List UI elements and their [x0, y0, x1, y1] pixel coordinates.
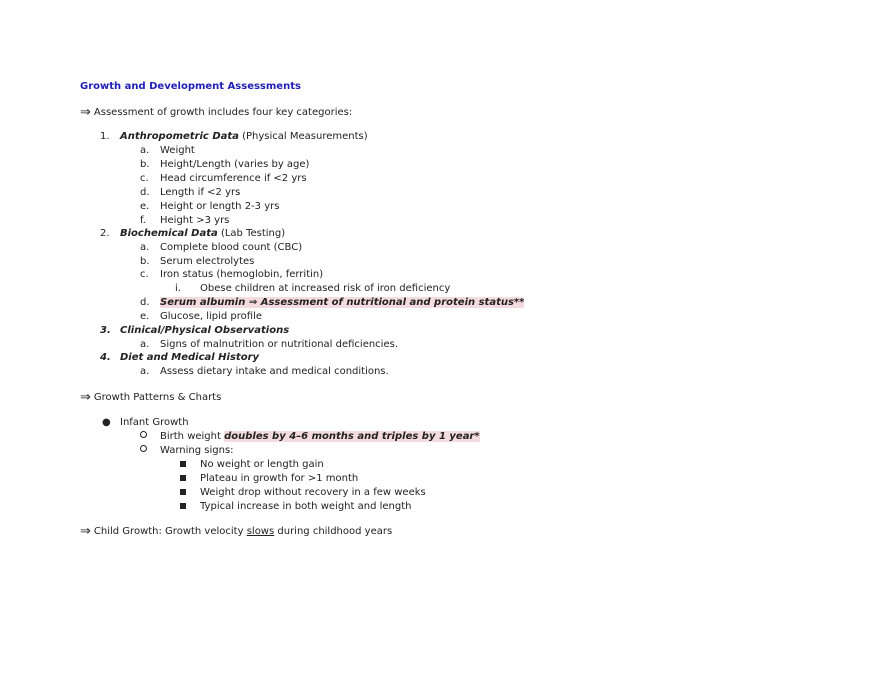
list-item: Obese children at increased risk of iron deficiency [200, 283, 451, 294]
child-growth-prefix: Child Growth: Growth velocity [93, 526, 247, 537]
bullet-icon: ● [102, 417, 111, 428]
list-item-marker: e. [140, 311, 150, 322]
category-name: Biochemical Data [120, 228, 218, 239]
intro-text: Assessment of growth includes four key categories: [93, 107, 353, 118]
page-title: Growth and Development Assessments [80, 81, 301, 92]
list-item-marker: c. [140, 173, 149, 184]
warning-item: Typical increase in both weight and length [200, 501, 412, 512]
child-growth-underlined: slows [246, 526, 275, 537]
list-item: Height >3 yrs [160, 215, 230, 226]
growth-patterns-heading [80, 390, 221, 404]
category-number: 3. [100, 325, 111, 336]
category-number: 2. [100, 228, 110, 239]
warning-item: Plateau in growth for >1 month [200, 473, 359, 484]
category-3-title [120, 324, 289, 337]
list-item: Height/Length (varies by age) [160, 159, 310, 170]
list-item: Height or length 2-3 yrs [160, 201, 280, 212]
list-item-marker: a. [140, 366, 150, 377]
list-item-marker: f. [140, 215, 146, 226]
category-desc: (Physical Measurements) [238, 131, 368, 142]
list-item: Iron status (hemoglobin, ferritin) [160, 269, 324, 280]
list-item-marker: d. [140, 297, 150, 308]
list-item-marker: b. [140, 159, 150, 170]
warning-signs-label: Warning signs: [160, 445, 234, 456]
list-item: Assess dietary intake and medical conditions. [160, 366, 389, 377]
category-name: Clinical/Physical Observations [120, 325, 290, 336]
category-4-title [120, 351, 259, 364]
category-name: Anthropometric Data [120, 131, 239, 142]
list-item: Head circumference if <2 yrs [160, 173, 307, 184]
arrow-icon: ⇒ [80, 524, 91, 539]
category-1 [100, 130, 110, 143]
list-item: Complete blood count (CBC) [160, 242, 303, 253]
category-number: 4. [100, 352, 111, 363]
category-number: 1. [100, 131, 110, 142]
intro-line [80, 105, 352, 119]
child-growth-suffix: during childhood years [274, 526, 393, 537]
list-item: Weight [160, 145, 195, 156]
arrow-icon: ⇒ [80, 390, 91, 405]
child-growth-line [80, 524, 392, 538]
list-item-marker: i. [175, 283, 181, 294]
list-item-marker: d. [140, 187, 150, 198]
growth-patterns-text: Growth Patterns & Charts [93, 392, 222, 403]
square-bullet-icon [180, 500, 186, 513]
list-item-marker: e. [140, 201, 150, 212]
birth-weight-highlight: doubles by 4–6 months and triples by 1 year* [224, 431, 480, 442]
category-1-title [120, 130, 368, 143]
list-item-marker: b. [140, 256, 150, 267]
list-item: Serum electrolytes [160, 256, 255, 267]
category-name: Diet and Medical History [120, 352, 260, 363]
list-item-highlighted [160, 296, 524, 309]
category-desc: (Lab Testing) [217, 228, 286, 239]
square-bullet-icon [180, 486, 186, 499]
warning-item: Weight drop without recovery in a few weeks [200, 487, 426, 498]
square-bullet-icon [180, 458, 186, 471]
list-item-marker: a. [140, 242, 150, 253]
square-bullet-icon [180, 472, 186, 485]
birth-weight-prefix: Birth weight [160, 431, 225, 442]
list-item-marker: a. [140, 339, 150, 350]
list-item: Signs of malnutrition or nutritional deficiencies. [160, 339, 399, 350]
infant-growth-label: Infant Growth [120, 417, 189, 428]
highlighted-text: Serum albumin ⇒ Assessment of nutritional and protein status** [160, 297, 525, 308]
list-item-marker: a. [140, 145, 150, 156]
arrow-icon: ⇒ [80, 105, 91, 120]
category-2-title [120, 227, 285, 240]
circle-bullet-icon [140, 443, 147, 456]
circle-bullet-icon [140, 429, 147, 442]
list-item: Length if <2 yrs [160, 187, 241, 198]
warning-item: No weight or length gain [200, 459, 324, 470]
list-item-marker: c. [140, 269, 149, 280]
birth-weight-line [160, 430, 480, 443]
list-item: Glucose, lipid profile [160, 311, 262, 322]
